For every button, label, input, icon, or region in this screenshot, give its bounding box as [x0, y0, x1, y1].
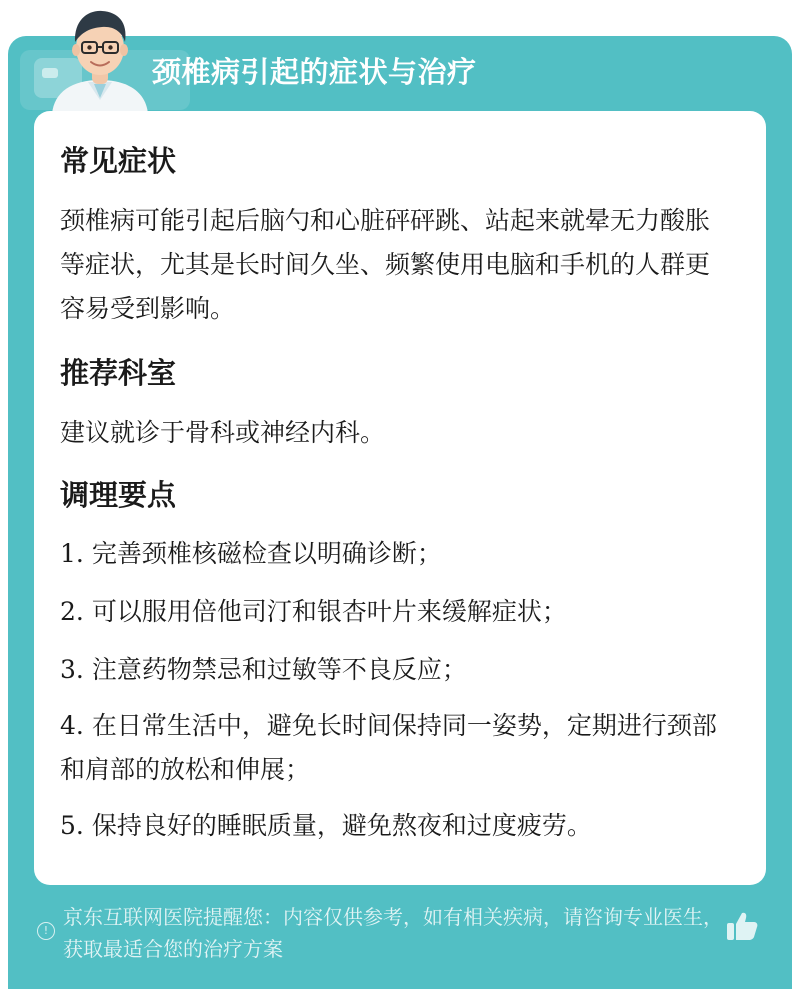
- care-list-item: [60, 590, 732, 634]
- department-title: 推荐科室: [60, 356, 177, 390]
- care-list-item: [60, 532, 732, 576]
- list-item-text: 保持良好的睡眠质量，避免熬夜和过度疲劳。: [91, 811, 592, 840]
- care-list-item: [60, 804, 732, 848]
- department-text: 建议就诊于骨科或神经内科。: [60, 418, 386, 447]
- care-title: 调理要点: [60, 478, 177, 512]
- list-number: 3.: [60, 655, 84, 684]
- doctor-avatar: [44, 0, 156, 114]
- content-card: [34, 111, 766, 885]
- list-item-text: 可以服用倍他司汀和银杏叶片来缓解症状；: [91, 597, 567, 626]
- symptoms-text: 颈椎病可能引起后脑勺和心脏砰砰跳、站起来就晕无力酸胀等症状，尤其是长时间久坐、频繁使用电脑和手机的人群更容易受到影响。: [60, 206, 711, 323]
- list-number: 4.: [60, 711, 84, 740]
- care-list-item: [60, 648, 732, 692]
- symptoms-title: 常见症状: [60, 144, 177, 178]
- care-list-item: [60, 704, 732, 792]
- list-number: 2.: [60, 597, 84, 626]
- footer-notice: 京东互联网医院提醒您：内容仅供参考，如有相关疾病，请咨询专业医生，获取最适合您的治疗方案: [63, 905, 723, 961]
- info-icon: !: [37, 922, 55, 940]
- page-title: 颈椎病引起的症状与治疗: [152, 55, 477, 89]
- thumbs-up-icon[interactable]: [724, 908, 760, 944]
- list-item-text: 注意药物禁忌和过敏等不良反应；: [91, 655, 467, 684]
- list-number: 5.: [60, 811, 84, 840]
- list-item-text: 完善颈椎核磁检查以明确诊断；: [91, 539, 442, 568]
- list-item-text: 在日常生活中，避免长时间保持同一姿势，定期进行颈部和肩部的放松和伸展；: [60, 711, 717, 784]
- list-number: 1.: [60, 539, 84, 568]
